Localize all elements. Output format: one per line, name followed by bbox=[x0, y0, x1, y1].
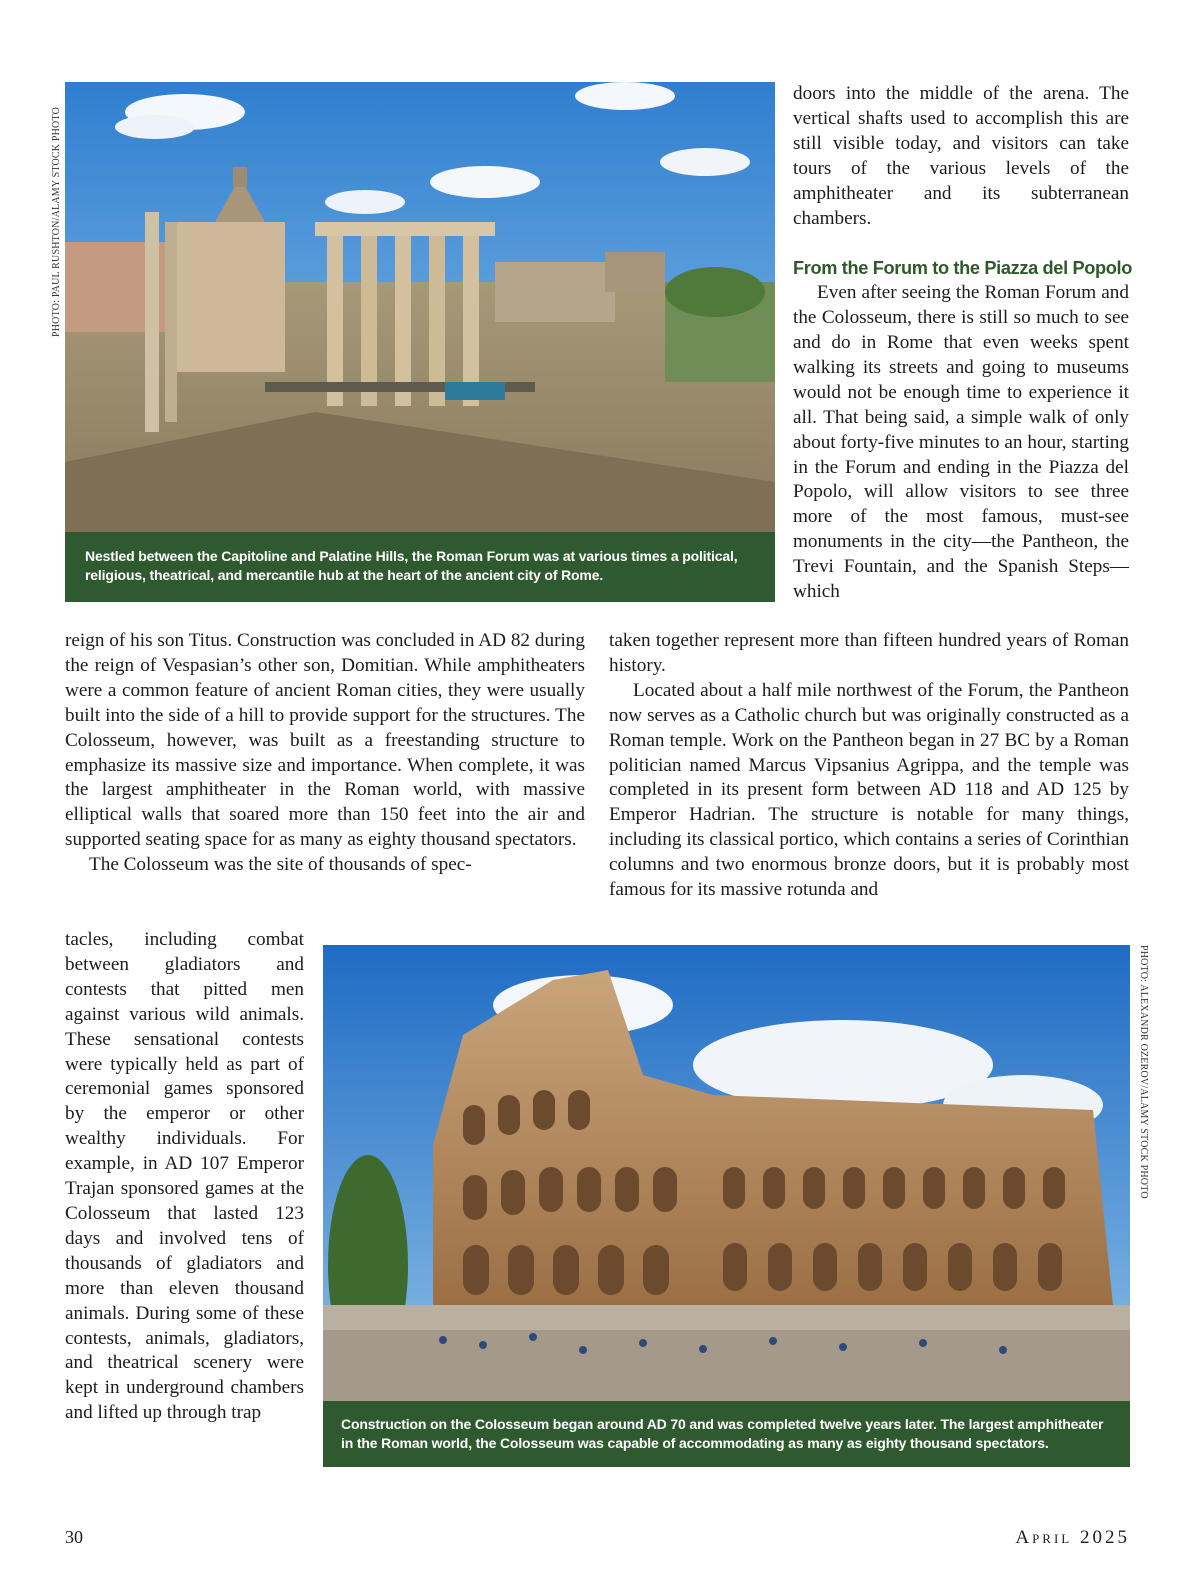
roman-forum-image bbox=[65, 82, 775, 532]
colosseum-photo bbox=[323, 945, 1130, 1401]
section-heading: From the Forum to the Piazza del Popolo bbox=[793, 258, 1132, 279]
colosseum-photo-credit: PHOTO: ALEXANDR OZEROV/ALAMY STOCK PHOTO bbox=[1138, 945, 1149, 1199]
forum-photo-credit: PHOTO: PAUL RUSHTON/ALAMY STOCK PHOTO bbox=[51, 106, 62, 337]
colosseum-photo-caption: Construction on the Colosseum began around AD 70 and was completed twelve years later. The largest amphitheater in the Roman world, the Colosseum was capable of accommodating as many as eighty thousand spectators. bbox=[323, 1401, 1130, 1467]
paragraph-start: The Colosseum was the site of thousands of spec- bbox=[89, 854, 472, 876]
right-column bbox=[609, 629, 1129, 903]
paragraph: Located about a half mile northwest of the Forum, the Pantheon now serves as a Catholic church but was originally constructed as a Roman temple. Work on the Pantheon began in 27 BC by a Roman politician named Marcus Vipsanius Agrippa, and the temple was completed in its present form between AD 118 and AD 125 by Emperor Hadrian. The structure is notable for many things, including its classical portico, which contains a series of Corinthian columns and two enormous bronze doors, but it is probably most famous for its massive rotunda and bbox=[609, 679, 1129, 901]
left-column-upper bbox=[65, 629, 585, 878]
forum-photo bbox=[65, 82, 775, 532]
page-number: 30 bbox=[65, 1527, 83, 1547]
left-column-lower bbox=[65, 928, 304, 1426]
spacer bbox=[793, 231, 1129, 256]
forum-photo-caption: Nestled between the Capitoline and Palatine Hills, the Roman Forum was at various times a political, religious, theatrical, and mercantile hub at the heart of the ancient city of Rome. bbox=[65, 532, 775, 602]
paragraph: taken together represent more than fifteen hundred years of Roman history. bbox=[609, 630, 1129, 676]
paragraph-continued: tacles, including combat between gladiators and contests that pitted men against various wild animals. These sensational contests were typically held as part of ceremonial games sponsored by the emperor or other wealthy individuals. For example, in AD 107 Emperor Trajan sponsored games at the Colosseum that lasted 123 days and involved tens of thousands of gladiators and more than eleven thousand animals. During some of these contests, animals, gladiators, and theatrical scenery were kept in underground chambers and lifted up through trap bbox=[65, 929, 304, 1424]
paragraph: Even after seeing the Roman Forum and the Colosseum, there is still so much to see and do in Rome that even weeks spent walking its streets and going to museums would not be enough time to experience it all. That being said, a simple walk of only about forty-five minutes to an hour, starting in the Forum and ending in the Piazza del Popolo, will allow visitors to see three more of the most famous, must-see monuments in the city—the Pantheon, the Trevi Fountain, and the Spanish Steps—which bbox=[793, 282, 1129, 603]
top-right-column bbox=[793, 82, 1132, 605]
paragraph: doors into the middle of the arena. The vertical shafts used to accomplish this are still visible today, and visitors can take tours of the various levels of the amphitheater and its subterranean chambers. bbox=[793, 83, 1129, 229]
issue-date: April 2025 bbox=[1015, 1527, 1130, 1548]
colosseum-image bbox=[323, 945, 1130, 1401]
paragraph: reign of his son Titus. Construction was concluded in AD 82 during the reign of Vespasian’s other son, Domitian. While amphitheaters were a common feature of ancient Roman cities, they were usually built into the side of a hill to provide support for the structures. The Colosseum, however, was built as a freestanding structure to emphasize its massive size and importance. When complete, it was the largest amphitheater in the Roman world, with massive elliptical walls that soared more than 150 feet into the air and supported seating space for as many as eighty thousand spectators. bbox=[65, 630, 585, 851]
